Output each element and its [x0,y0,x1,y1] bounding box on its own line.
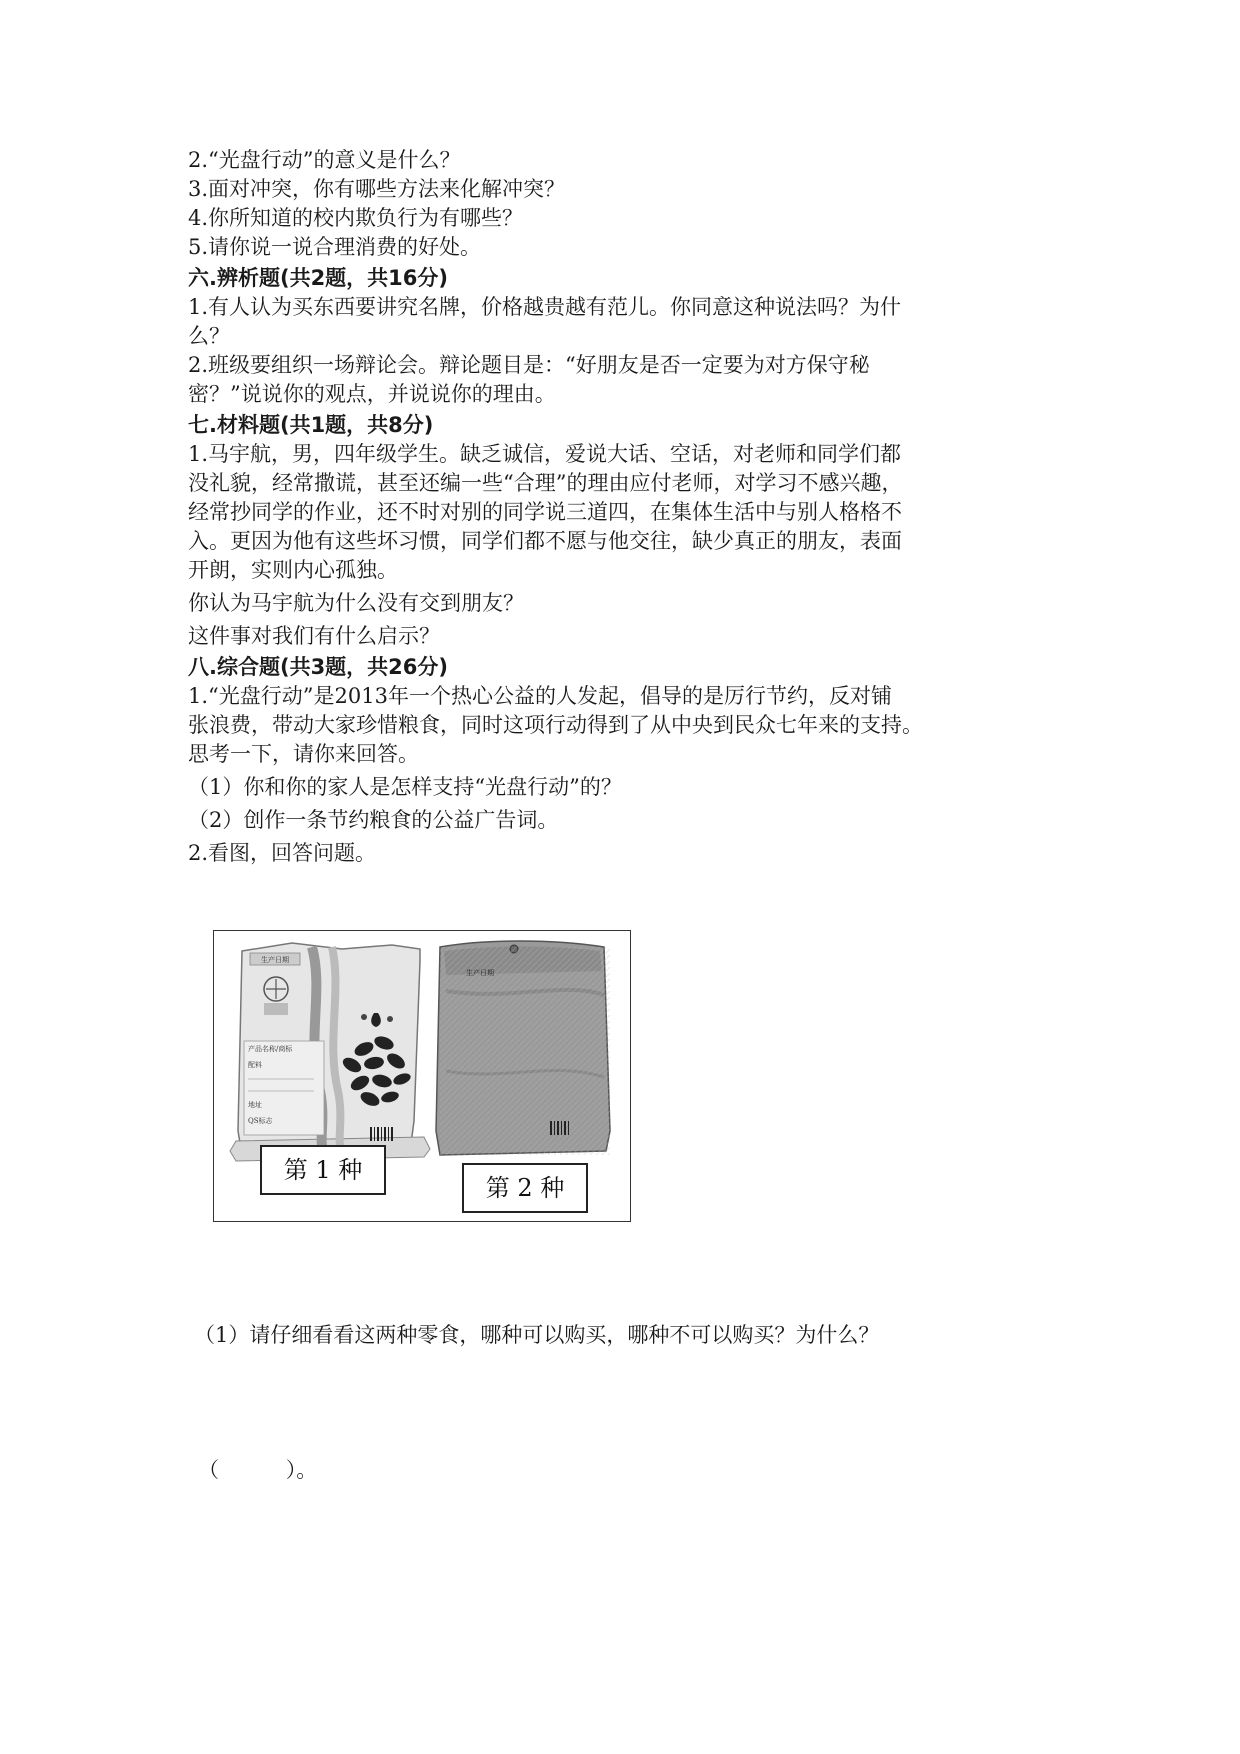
question-5-2: 2.“光盘行动”的意义是什么？ [188,148,461,172]
bag-2-icon [436,941,610,1155]
bag-1-field-address: 地址 [248,1101,262,1109]
bag-1-label: 第 1 种 [260,1145,386,1195]
question-6-2-line1: 2.班级要组织一场辩论会。辩论题目是：“好朋友是否一定要为对方保守秘 [188,353,870,377]
material-line-3: 经常抄同学的作业，还不时对别的同学说三道四，在集体生活中与别人格格不 [188,500,902,524]
question-8-2-sub1: （1）请仔细看看这两种零食，哪种可以购买，哪种不可以购买？为什么？ [194,1323,880,1347]
bag-2-date-text: 生产日期 [466,969,494,977]
material-line-2: 没礼貌，经常撒谎，甚至还编一些“合理”的理由应付老师，对学习不感兴趣， [188,471,903,495]
bag-1-field-ingredients: 配料 [248,1061,262,1069]
snack-bags-figure [213,930,631,1222]
exam-page [188,146,1068,868]
question-8-2: 2.看图，回答问题。 [188,841,377,865]
question-6-2-line2: 密？”说说你的观点，并说说你的理由。 [188,382,556,406]
question-5-5: 5.请你说一说合理消费的好处。 [188,235,482,259]
section-8-heading: 八.综合题(共3题，共26分) [188,655,449,679]
question-5-4: 4.你所知道的校内欺负行为有哪些？ [188,206,524,230]
question-8-1-line1: 1.“光盘行动”是2013年一个热心公益的人发起，倡导的是厉行节约，反对铺 [188,684,892,708]
material-line-5: 开朗，实则内心孤独。 [188,558,398,582]
question-8-1-sub1: （1）你和你的家人是怎样支持“光盘行动”的？ [188,775,622,799]
question-5-3: 3.面对冲突，你有哪些方法来化解冲突？ [188,177,566,201]
question-8-1-line3: 思考一下，请你来回答。 [188,742,419,766]
bag-1-field-qs: QS标志 [248,1117,273,1125]
material-question-1: 你认为马宇航为什么没有交到朋友？ [188,591,524,615]
bag-1-icon [230,943,430,1161]
bag-1-date-text: 生产日期 [261,956,289,964]
question-6-1-line2: 么？ [188,324,230,348]
section-6-heading: 六.辨析题(共2题，共16分) [188,266,449,290]
bag-1-field-name: 产品名称/商标 [248,1045,293,1053]
material-line-4: 入。更因为他有这些坏习惯，同学们都不愿与他交往，缺少真正的朋友，表面 [188,529,902,553]
material-question-2: 这件事对我们有什么启示？ [188,624,440,648]
answer-blank[interactable]: （ ）。 [198,1458,318,1482]
bag-2-label: 第 2 种 [462,1163,588,1213]
section-7-heading: 七.材料题(共1题，共8分) [188,413,434,437]
material-line-1: 1.马宇航，男，四年级学生。缺乏诚信，爱说大话、空话，对老师和同学们都 [188,442,902,466]
question-8-1-sub2: （2）创作一条节约粮食的公益广告词。 [188,808,559,832]
question-8-1-line2: 张浪费，带动大家珍惜粮食，同时这项行动得到了从中央到民众七年来的支持。 [188,713,923,737]
question-6-1-line1: 1.有人认为买东西要讲究名牌，价格越贵越有范儿。你同意这种说法吗？为什 [188,295,902,319]
